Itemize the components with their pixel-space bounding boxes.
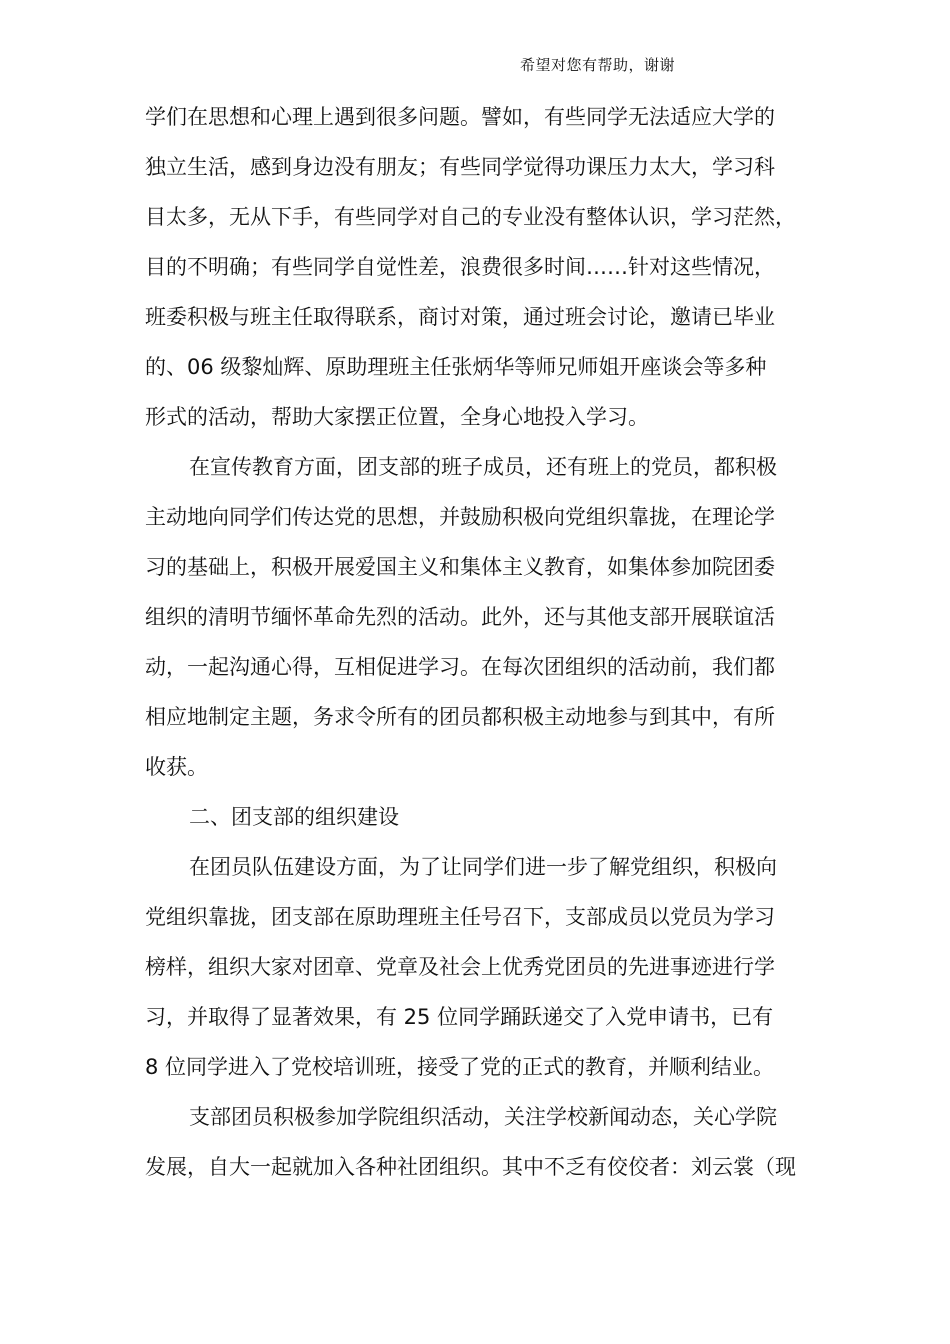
text-line: 党组织靠拢，团支部在原助理班主任号召下，支部成员以党员为学习 — [145, 905, 775, 929]
text-line: 收获。 — [145, 755, 208, 779]
text-line: 习的基础上，积极开展爱国主义和集体主义教育，如集体参加院团委 — [145, 555, 775, 579]
text-line: 目太多，无从下手，有些同学对自己的专业没有整体认识，学习茫然， — [145, 205, 796, 229]
text-line: 榜样，组织大家对团章、党章及社会上优秀党团员的先进事迹进行学 — [145, 955, 775, 979]
paragraph-start-line: 在团员队伍建设方面，为了让同学们进一步了解党组织，积极向 — [189, 855, 777, 879]
text-line: 发展，自大一起就加入各种社团组织。其中不乏有佼佼者：刘云裳（现 — [145, 1155, 796, 1179]
text-line: 8 位同学进入了党校培训班，接受了党的正式的教育，并顺利结业。 — [145, 1055, 775, 1079]
paragraph-start-line: 在宣传教育方面，团支部的班子成员，还有班上的党员，都积极 — [189, 455, 777, 479]
text-line: 班委积极与班主任取得联系，商讨对策，通过班会讨论，邀请已毕业 — [145, 305, 775, 329]
text-line: 主动地向同学们传达党的思想，并鼓励积极向党组织靠拢，在理论学 — [145, 505, 775, 529]
document-body — [145, 100, 825, 1200]
section-heading: 二、团支部的组织建设 — [189, 805, 399, 829]
text-line: 习，并取得了显著效果，有 25 位同学踊跃递交了入党申请书，已有 — [145, 1005, 774, 1029]
text-line: 的、06 级黎灿辉、原助理班主任张炳华等师兄师姐开座谈会等多种 — [145, 355, 767, 379]
text-line: 形式的活动，帮助大家摆正位置，全身心地投入学习。 — [145, 405, 649, 429]
text-line: 独立生活，感到身边没有朋友；有些同学觉得功课压力太大，学习科 — [145, 155, 775, 179]
text-line: 组织的清明节缅怀革命先烈的活动。此外，还与其他支部开展联谊活 — [145, 605, 775, 629]
page-header: 希望对您有帮助，谢谢 — [520, 56, 676, 74]
text-line: 相应地制定主题，务求令所有的团员都积极主动地参与到其中，有所 — [145, 705, 775, 729]
text-line: 学们在思想和心理上遇到很多问题。譬如，有些同学无法适应大学的 — [145, 105, 775, 129]
text-line: 目的不明确；有些同学自觉性差，浪费很多时间……针对这些情况， — [145, 255, 775, 279]
text-line: 动，一起沟通心得，互相促进学习。在每次团组织的活动前，我们都 — [145, 655, 775, 679]
paragraph-start-line: 支部团员积极参加学院组织活动，关注学校新闻动态，关心学院 — [189, 1105, 777, 1129]
